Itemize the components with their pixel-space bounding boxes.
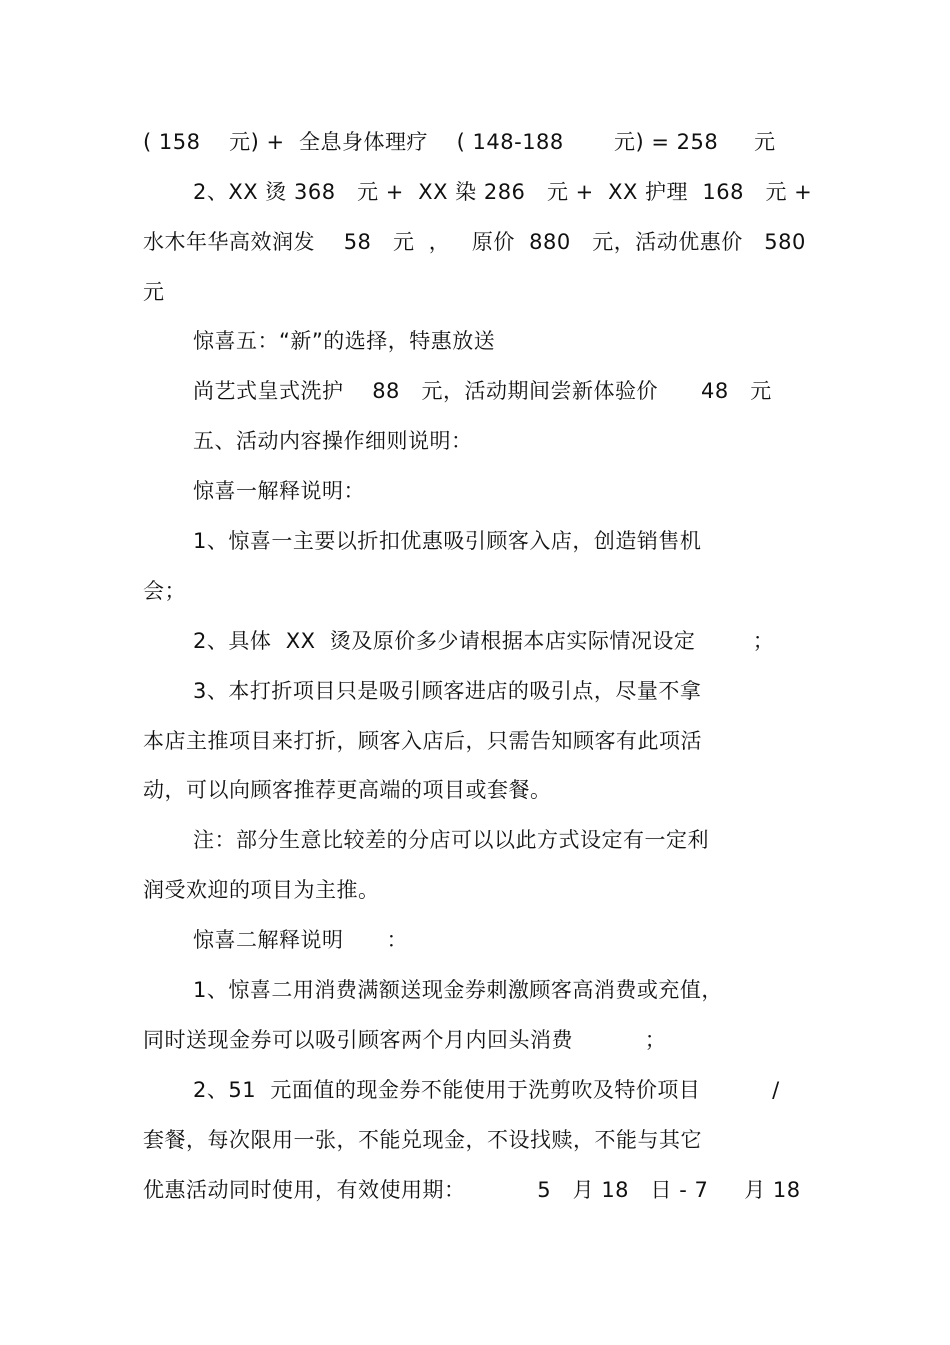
text-line: 元 bbox=[143, 280, 165, 304]
section-heading: 五、活动内容操作细则说明： bbox=[193, 429, 473, 453]
text-line: 1、惊喜一主要以折扣优惠吸引顾客入店，创造销售机 bbox=[193, 529, 702, 553]
section-heading: 惊喜一解释说明： bbox=[193, 479, 365, 503]
text-line: 2、具体 XX 烫及原价多少请根据本店实际情况设定 ； bbox=[193, 629, 775, 653]
section-heading: 惊喜二解释说明 ： bbox=[193, 928, 409, 952]
text-line: 本店主推项目来打折，顾客入店后，只需告知顾客有此项活 bbox=[143, 729, 702, 753]
note-line: 润受欢迎的项目为主推。 bbox=[143, 878, 380, 902]
text-line: 套餐，每次限用一张，不能兑现金，不设找赎，不能与其它 bbox=[143, 1128, 702, 1152]
section-heading: 惊喜五：“新”的选择，特惠放送 bbox=[193, 329, 496, 353]
text-line: 2、51 元面值的现金券不能使用于洗剪吹及特价项目 / bbox=[193, 1078, 780, 1102]
note-line: 注：部分生意比较差的分店可以以此方式设定有一定利 bbox=[193, 828, 709, 852]
text-line: 优惠活动同时使用，有效使用期： 5 月 18 日 - 7 月 18 bbox=[143, 1178, 801, 1202]
text-line: ( 158 元) + 全息身体理疗 ( 148-188 元) = 258 元 bbox=[143, 130, 776, 154]
text-line: 尚艺式皇式洗护 88 元，活动期间尝新体验价 48 元 bbox=[193, 379, 772, 403]
text-line: 动，可以向顾客推荐更高端的项目或套餐。 bbox=[143, 778, 552, 802]
text-line: 1、惊喜二用消费满额送现金券刺激顾客高消费或充值， bbox=[193, 978, 723, 1002]
text-line: 3、本打折项目只是吸引顾客进店的吸引点，尽量不拿 bbox=[193, 679, 702, 703]
text-line: 会； bbox=[143, 579, 186, 603]
text-line: 2、XX 烫 368 元 + XX 染 286 元 + XX 护理 168 元 + bbox=[193, 180, 813, 204]
text-line: 水木年华高效润发 58 元 ， 原价 880 元，活动优惠价 580 bbox=[143, 230, 806, 254]
text-line: 同时送现金券可以吸引顾客两个月内回头消费 ； bbox=[143, 1028, 667, 1052]
